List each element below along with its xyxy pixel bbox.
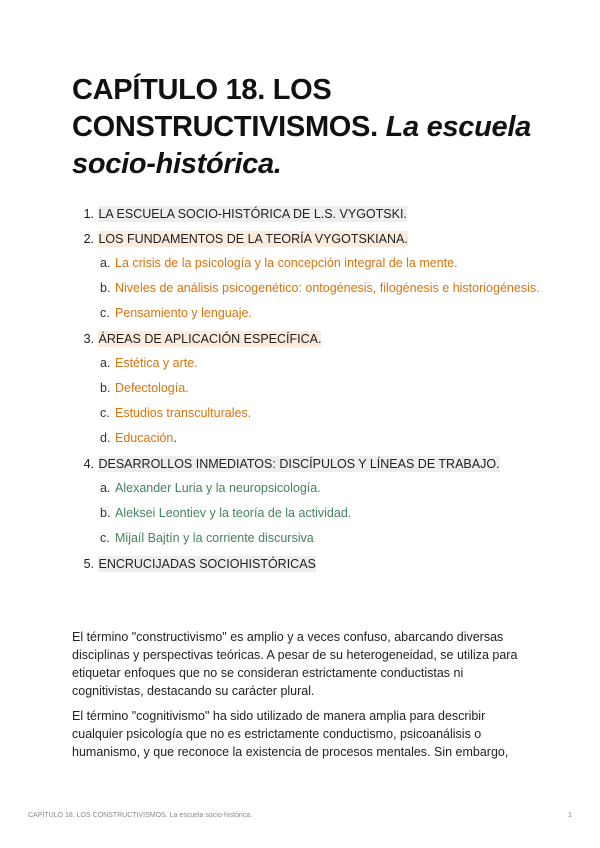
- toc-subitem-4b: [72, 504, 542, 522]
- toc-subitem-4c: [72, 529, 542, 547]
- body-paragraph-1: El término "constructivismo" es amplio y a veces confuso, abarcando diversas disciplinas y perspectivas teóricas. A pesar de su heterogeneidad, se utiliza para etiquetar enfoques que no se consideran estrictamente conductistas ni cognitivistas, destacando su carácter plural.: [72, 630, 518, 698]
- toc-item-3: [72, 329, 542, 354]
- body-paragraph-2: El término "cognitivismo" ha sido utilizado de manera amplia para describir cualquier psicología que no es estrictamente conductismo, psicoanálisis o humanismo, y que reconoce la existencia de procesos mentales. Sin embargo,: [72, 709, 509, 759]
- toc-number: 1.: [83, 207, 94, 221]
- toc-sub-number: a.: [100, 356, 111, 370]
- toc-subitem-4a: [72, 479, 542, 497]
- toc-item-2: [72, 229, 542, 254]
- footer-running-title: CAPÍTULO 18. LOS CONSTRUCTIVISMOS. La escuela socio-histórica.: [28, 812, 253, 819]
- toc-sub-label: Estudios transculturales.: [115, 406, 252, 420]
- toc-label: DESARROLLOS INMEDIATOS: DISCÍPULOS Y LÍNEAS DE TRABAJO.: [98, 457, 500, 471]
- title-main: CAPÍTULO 18. LOS CONSTRUCTIVISMOS.: [72, 74, 378, 143]
- toc-subitem-2a: [72, 254, 542, 272]
- toc-subitem-2b: [72, 279, 542, 297]
- toc-sub-number: a.: [100, 481, 111, 495]
- toc-sub-label: Pensamiento y lenguaje.: [115, 306, 252, 320]
- toc-label: ENCRUCIJADAS SOCIOHISTÓRICAS: [98, 557, 316, 571]
- toc-number: 5.: [83, 557, 94, 571]
- toc-subitem-2c: [72, 304, 542, 322]
- toc-sub-number: d.: [100, 431, 111, 445]
- table-of-contents: [72, 204, 542, 579]
- footer-page-number: 1: [568, 812, 572, 819]
- toc-sub-label: Educación: [115, 431, 174, 445]
- toc-sub-label: Aleksei Leontiev y la teoría de la actividad.: [115, 506, 352, 520]
- toc-sub-number: b.: [100, 281, 111, 295]
- toc-sub-label: Mijaíl Bajtín y la corriente discursiva: [115, 531, 314, 545]
- toc-sub-label: Niveles de análisis psicogenético: ontogénesis, filogénesis e historiogénesis.: [115, 281, 540, 295]
- toc-label: LOS FUNDAMENTOS DE LA TEORÍA VYGOTSKIANA.: [98, 232, 408, 246]
- toc-sub-number: c.: [100, 306, 110, 320]
- toc-label: ÁREAS DE APLICACIÓN ESPECÍFICA.: [98, 332, 322, 346]
- title-subtitle: La escuela socio-histórica.: [72, 111, 531, 180]
- toc-subitem-3a: [72, 354, 542, 372]
- toc-sub-label: Alexander Luria y la neuropsicología.: [115, 481, 321, 495]
- toc-number: 3.: [83, 332, 94, 346]
- toc-item-4: [72, 454, 542, 479]
- toc-subitem-3c: [72, 404, 542, 422]
- toc-subitem-3d: [72, 429, 542, 447]
- toc-sub-number: a.: [100, 256, 111, 270]
- toc-item-5: [72, 554, 542, 579]
- toc-sub-number: b.: [100, 381, 111, 395]
- toc-subitem-3b: [72, 379, 542, 397]
- toc-sub-number: b.: [100, 506, 111, 520]
- toc-sub-suffix: .: [173, 431, 177, 445]
- toc-sub-label: La crisis de la psicología y la concepción integral de la mente.: [115, 256, 458, 270]
- toc-label: LA ESCUELA SOCIO-HISTÓRICA DE L.S. VYGOTSKI.: [98, 207, 407, 221]
- toc-sub-label: Defectología.: [115, 381, 189, 395]
- page-title: [72, 72, 542, 183]
- toc-item-1: [72, 204, 542, 229]
- toc-sub-number: c.: [100, 406, 110, 420]
- toc-number: 4.: [83, 457, 94, 471]
- toc-sub-label: Estética y arte.: [115, 356, 198, 370]
- toc-sub-number: c.: [100, 531, 110, 545]
- toc-number: 2.: [83, 232, 94, 246]
